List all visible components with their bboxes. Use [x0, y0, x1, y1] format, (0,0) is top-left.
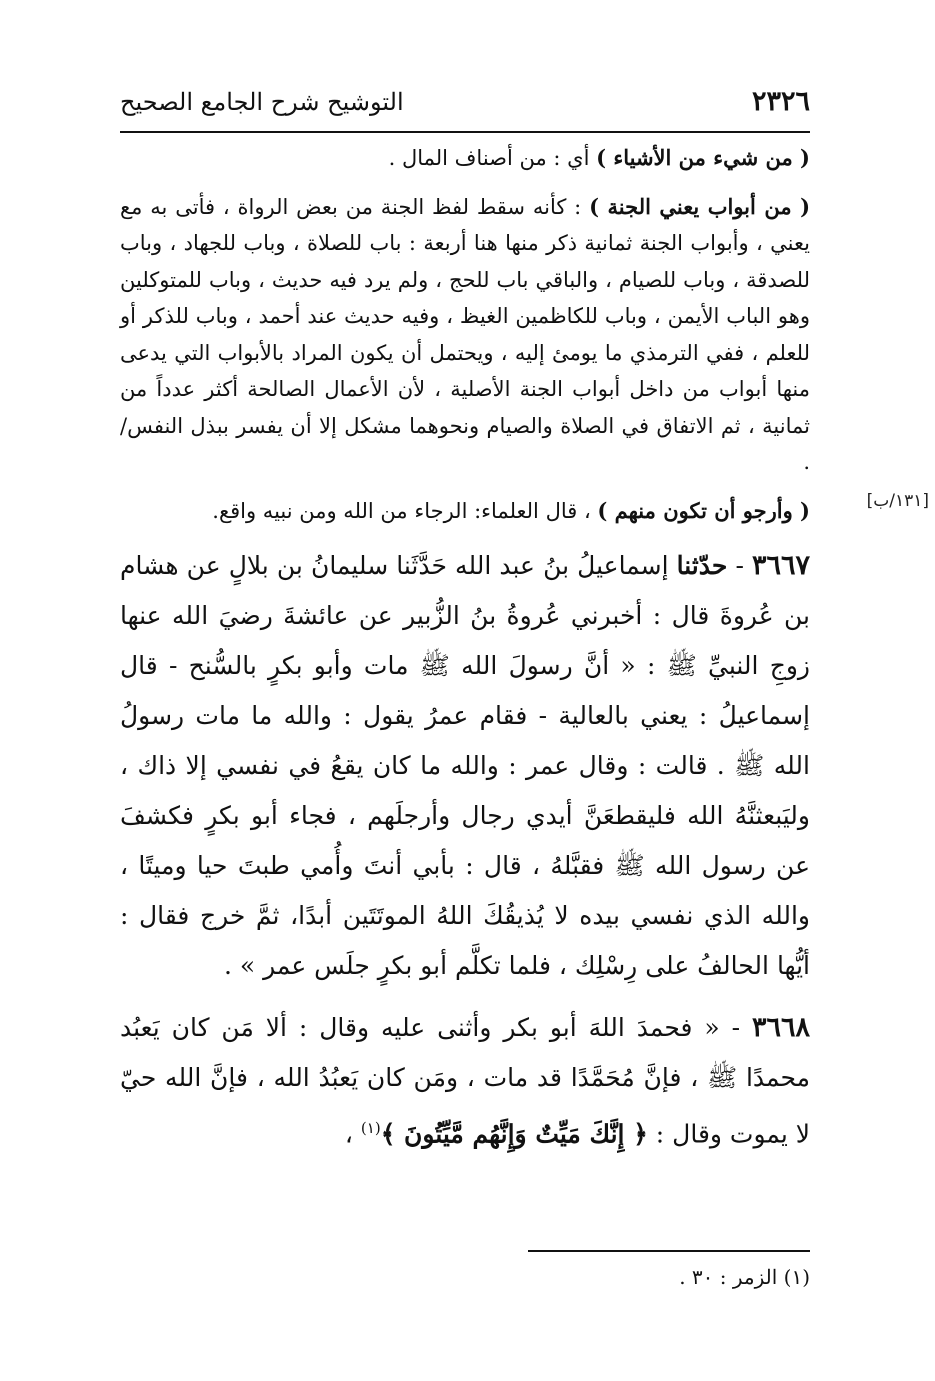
hadith-3668 — [120, 1003, 810, 1159]
margin-folio-note: [١٣١/ب] — [866, 491, 929, 511]
commentary-text: ، قال العلماء: الرجاء من الله ومن نبيه واقع. — [212, 498, 598, 523]
running-title: التوشيح شرح الجامع الصحيح — [120, 88, 404, 116]
header-rule — [120, 131, 810, 133]
footnote-reference: (١) — [360, 1119, 381, 1137]
footnote: (١) الزمر : ٣٠ . — [679, 1265, 810, 1289]
commentary-paragraph-3 — [120, 493, 810, 530]
commentary-paragraph-1 — [120, 140, 810, 177]
hadith-opening: حدّثنا — [676, 551, 728, 580]
hadith-dash: - — [727, 551, 752, 580]
quran-verse: ﴿ إِنَّكَ مَيِّتٌ وَإِنَّهُم مَّيِّتُونَ ﴾ — [380, 1119, 648, 1149]
commentary-text: أي : من أصناف المال . — [388, 146, 597, 170]
hadith-text: إسماعيلُ بنُ عبد الله حَدَّثَنا سليمانُ بن بلالٍ عن هشام بن عُروةَ قال : أخبرني عُروةُ بنُ الزُّبير عن عائشةَ رضيَ الله عنها زوجِ النبيِّ ﷺ : « أنَّ رسولَ الله ﷺ مات وأبو بكرٍ بالسُّنح - قال إسماعيلُ : يعني بالعالية - فقام عمرُ يقول : والله ما مات رسولُ الله ﷺ . قالت : وقال عمر : والله ما كان يقعُ في نفسي إلا ذاك ، وليَبعثنَّهُ الله فليقطعَنَّ أيدي رجال وأرجلَهم ، فجاء أبو بكرٍ فكشفَ عن رسول الله ﷺ فقبَّلهُ ، قال : بأبي أنتَ وأُمي طبتَ حيا وميتًا ، والله الذي نفسي بيده لا يُذيقُكَ اللهُ الموتَتَين أبدًا، ثمَّ خرج فقال : أيُّها الحالفُ على رِسْلِك ، فلما تكلَّم أبو بكرٍ جلَس عمر » . — [120, 551, 810, 980]
commentary-text: : كأنه سقط لفظ الجنة من بعض الرواة ، فأتى به مع يعني ، وأبواب الجنة ثمانية ذكر منها هنا أربعة : باب للصلاة ، وباب للجهاد ، وباب للصدقة ، وباب للصيام ، والباقي باب للحج ، ولم يرد فيه حديث ، وباب للمتوكلين وهو الباب الأيمن ، وباب للكاظمين الغيظ ، وفيه حديث عند أحمد ، وباب للذكر أو للعلم ، ففي الترمذي ما يومئ إليه ، ويحتمل أن يكون المراد بالأبواب التي يدعى منها أبواب من داخل أبواب الجنة الأصلية ، لأن الأعمال الصالحة أكثر عدداً من ثمانية ، ثم الاتفاق في الصلاة والصيام ونحوهما مشكل إلا أن يفسر ببذل النفس/ . — [120, 194, 810, 474]
lemma: ( من شيء من الأشياء ) — [596, 145, 810, 170]
hadith-dash: - — [719, 1013, 752, 1042]
page-header — [120, 84, 810, 126]
hadith-text: « فحمدَ اللهَ أبو بكر وأثنى عليه وقال : ألا مَن كان يَعبُد محمدًا ﷺ ، فإنَّ مُحَمَّدًا قد مات ، ومَن كان يَعبُدُ الله ، فإنَّ الله حيّ لا يموت وقال : — [120, 1013, 810, 1149]
page-body — [120, 140, 810, 1159]
hadith-number: ٣٦٦٨ — [751, 1012, 810, 1043]
lemma: ( وأرجو أن تكون منهم ) — [597, 497, 810, 523]
hadith-number: ٣٦٦٧ — [752, 550, 811, 581]
commentary-paragraph-2 — [120, 189, 810, 481]
hadith-text-end: ، — [344, 1119, 361, 1149]
lemma: ( من أبواب يعني الجنة ) — [589, 193, 811, 219]
hadith-3667 — [120, 541, 810, 991]
footnote-rule — [528, 1250, 810, 1252]
page-number: ٢٣٢٦ — [751, 86, 810, 117]
